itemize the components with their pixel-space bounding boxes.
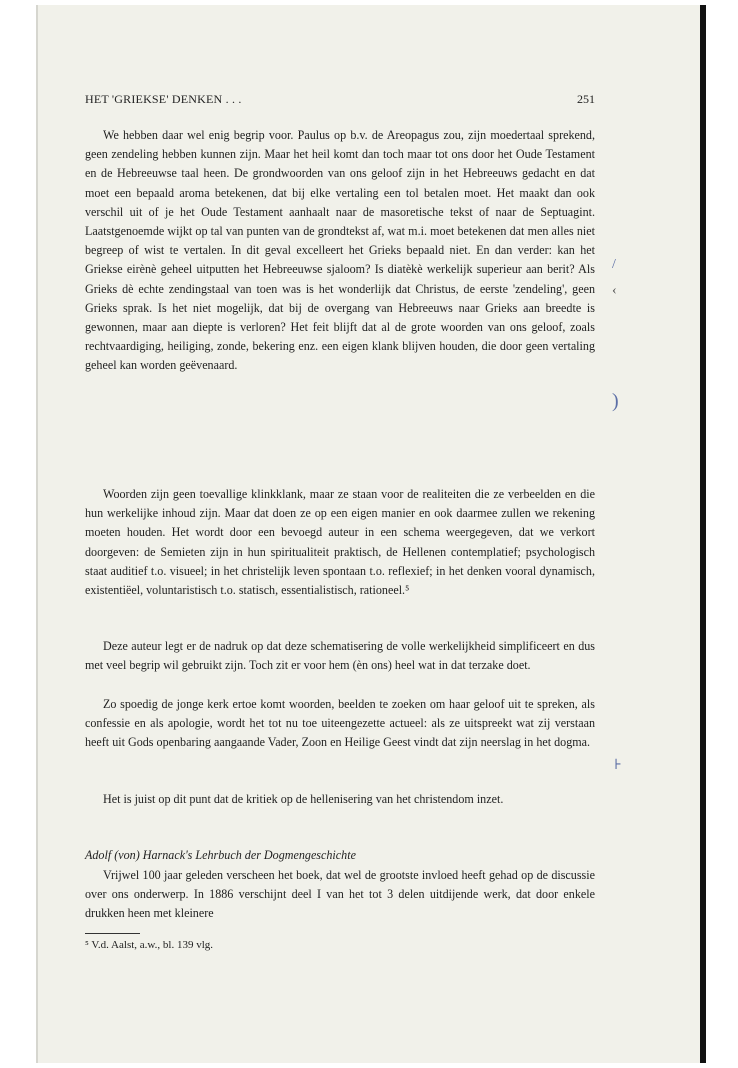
margin-note-1: / [612, 257, 616, 272]
margin-note-4: ⊦ [614, 758, 622, 773]
header-title: HET 'GRIEKSE' DENKEN . . . [85, 92, 242, 106]
section-heading: Adolf (von) Harnack's Lehrbuch der Dogmengeschichte [85, 848, 356, 862]
footnote-rule [85, 933, 140, 934]
paragraph-1: We hebben daar wel enig begrip voor. Paulus op b.v. de Areopagus zou, zijn moedertaal sprekend, geen zendeling hebben kunnen zijn. Maar het heil komt dan toch maar tot ons door het Oude Testament en de Hebreeuwse taal heen. De grondwoorden van ons geloof zijn in het Hebreeuws gedacht en dat moet een bepaald aroma betekenen, dat bij elke vertaling een tol betalen moet. Het maakt dan ook verschil uit of je het Oude Testament aanhaalt naar de masoretische tekst of naar de Septuagint. Laatstgenoemde wijkt op tal van punten van de grondtekst af, wat m.i. moet betekenen dat men alles niet begreep of wist te vertalen. In dit geval excelleert het Grieks bepaald niet. En dan verder: kan het Griekse eirènè geheel uitputten het Hebreeuwse sjaloom? Is diatèkè werkelijk superieur aan berit? Als Grieks dè echte zendingstaal van toen was is het wonderlijk dat Christus, de eerste 'zendeling', geen Grieks sprak. Is het niet mogelijk, dat bij de overgang van Hebreeuws naar Grieks aan breedte is gewonnen, maar aan diepte is verloren? Het feit blijft dat al de grote woorden van ons geloof, zoals rechtvaardiging, heiliging, zonde, bekering enz. een eigen klank blijven houden, die door geen vertaling geheel kan worden geëvenaard. [85, 128, 595, 373]
paragraph-4: Zo spoedig de jonge kerk ertoe komt woorden, beelden te zoeken om haar geloof uit te spreken, als confessie en als apologie, wordt het tot nu toe uiteengezette actueel: als ze uitspreekt wat zij verstaan heeft uit Gods openbaring aangaande Vader, Zoon en Heilige Geest vindt dat zijn neerslag in het dogma. [85, 697, 595, 750]
margin-note-2: ‹ [612, 283, 617, 298]
page-left-edge [36, 5, 38, 1063]
paragraph-6: Vrijwel 100 jaar geleden verscheen het boek, dat wel de grootste invloed heeft gehad op de discussie over ons onderwerp. In 1886 verschijnt deel I van het tot 3 delen uitdijende werk, dat door enkele drukken heen met kleinere [85, 868, 595, 921]
paragraph-2: Woorden zijn geen toevallige klinkklank, maar ze staan voor de realiteiten die ze verbeelden en die hun werkelijke inhoud zijn. Maar dat doen ze op een eigen manier en ook daarmee zullen we rekening moeten houden. Het wordt door een bevoegd auteur in een schema weergegeven, dat we verkort doorgeven: de Semieten zijn in hun spiritualiteit praktisch, de Hellenen contemplatief; psychologisch staat auditief t.o. visueel; in het christelijk leven spontaan t.o. reflexief; in het denken vooral dynamisch, existentiëel, voluntaristisch t.o. statisch, essentialistisch, rationeel.⁵ [85, 487, 595, 598]
margin-note-3: ) [612, 390, 619, 412]
footnote: ⁵ V.d. Aalst, a.w., bl. 139 vlg. [85, 939, 213, 951]
paragraph-3: Deze auteur legt er de nadruk op dat deze schematisering de volle werkelijkheid simplificeert en dus met veel begrip wil gebruikt zijn. Toch zit er voor hem (èn ons) heel wat in dat terzake doet. [85, 639, 595, 673]
page-number: 251 [577, 92, 595, 106]
page-right-edge [700, 5, 706, 1063]
paragraph-5: Het is juist op dit punt dat de kritiek op de hellenisering van het christendom inzet. [103, 792, 504, 806]
